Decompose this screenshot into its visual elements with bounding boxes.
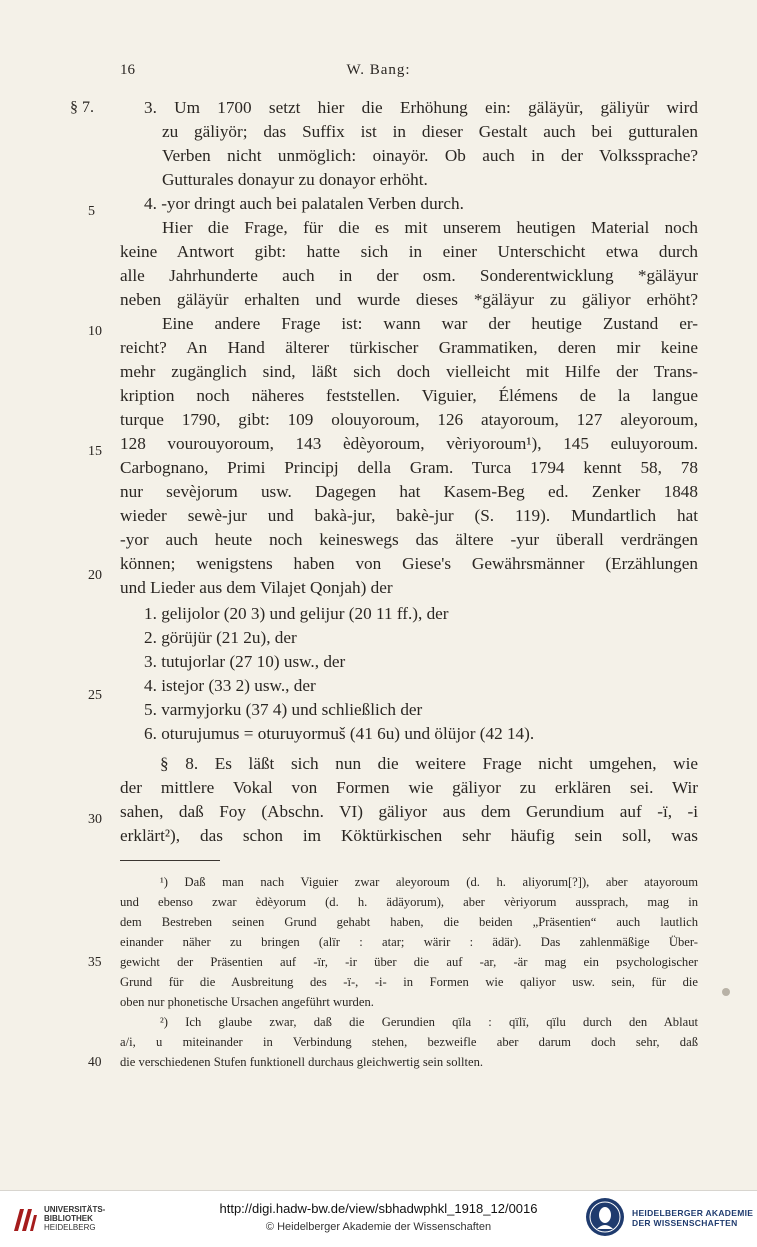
body-line: neben gäläyür erhalten und wurde dieses *gäläyur zu gäliyor erhöht?	[120, 290, 698, 309]
line-number: 10	[88, 324, 102, 339]
list-item: 4. istejor (33 2) usw., der	[144, 676, 316, 695]
body-line: § 8. Es läßt sich nun die weitere Frage nicht umgehen, wie	[160, 754, 698, 773]
footnote-line: oben nur phonetische Ursachen angeführt wurden.	[120, 995, 374, 1009]
body-line: Hier die Frage, für die es mit unserem heutigen Material noch	[162, 218, 698, 237]
running-head: W. Bang:	[346, 62, 411, 78]
footnote-line: die verschiedenen Stufen funktionell durchaus gleichwertig sein sollten.	[120, 1055, 484, 1069]
list-item: 5. varmyjorku (37 4) und schließlich der	[144, 700, 423, 719]
viewer-footer	[0, 1190, 757, 1247]
body-line: reicht? An Hand älterer türkischer Grammatiken, deren mir keine	[120, 338, 698, 357]
body-line: und Lieder aus dem Vilajet Qonjah) der	[120, 578, 393, 597]
body-line: keine Antwort gibt: hatte sich in einer Unterschicht etwa durch	[120, 242, 698, 261]
body-line: erklärt²), das schon im Köktürkischen sehr häufig sein soll, was	[120, 826, 698, 845]
list-item: 1. gelijolor (20 3) und gelijur (20 11 ff.), der	[144, 604, 449, 623]
footnote-line: ²) Ich glaube zwar, daß die Gerundien qïla : qïlï, qïlu durch den Ablaut	[160, 1015, 698, 1029]
permalink-url[interactable]: http://digi.hadw-bw.de/view/sbhadwphkl_1918_12/0016	[219, 1201, 538, 1216]
body-line: Carbognano, Primi Principj della Gram. Turca 1794 kennt 58, 78	[120, 458, 698, 477]
footnote-line: und ebenso zwar èdèyorum (d. h. ädäyorum), aber vèriyorum aussprach, mag in	[120, 895, 698, 909]
line-number: 25	[88, 688, 102, 703]
footnote-line: gewicht der Präsentien auf -ïr, -ir über die auf -ar, -är mag ein psychologischer	[120, 955, 698, 969]
body-line: Gutturales donayur zu donayor erhöht.	[162, 170, 428, 189]
body-line: 4. -yor dringt auch bei palatalen Verben durch.	[144, 194, 464, 213]
line-number: 35	[88, 954, 102, 969]
body-line: 3. Um 1700 setzt hier die Erhöhung ein: gäläyür, gäliyür wird	[144, 98, 698, 117]
copyright-notice: © Heidelberger Akademie der Wissenschaften	[265, 1221, 492, 1233]
footnote-line: Grund für die Ausbreitung des -ï-, -i- in Formen wie qaliyor usw. sein, für die	[120, 975, 698, 989]
footnote-line: dem Bestreben seinen Grund gehabt haben, die beiden „Präsentien“ auch lautlich	[120, 915, 698, 929]
list-item: 2. görüjür (21 2u), der	[144, 628, 297, 647]
footnote-rule	[120, 860, 220, 861]
footnote-line: einander näher zu bringen (alïr : atar; wärir : ädär). Das zahlenmäßige Über-	[120, 935, 698, 949]
footnote-line: ¹) Daß man nach Viguier zwar aleyoroum (d. h. aliyorum[?]), aber atayoroum	[160, 875, 698, 889]
body-line: 128 vourouyoroum, 143 èdèyoroum, vèriyoroum¹), 145 euluyoroum.	[120, 434, 698, 453]
body-line: kription noch näheres feststellen. Viguier, Élémens de la langue	[120, 386, 698, 405]
academy-name: HEIDELBERGER AKADEMIE DER WISSENSCHAFTEN	[632, 1208, 754, 1228]
body-line: -yor auch heute noch keineswegs das ältere -yur überall verdrängen	[120, 530, 698, 549]
university-library-name: UNIVERSITÄTS- BIBLIOTHEK HEIDELBERG	[44, 1205, 106, 1232]
line-number: 30	[88, 812, 102, 827]
body-line: sahen, daß Foy (Abschn. VI) gäliyor aus dem Gerundium auf -ï, -i	[120, 802, 698, 821]
footnote-line: a/i, u miteinander in Verbindung stehen, bezweifle aber darum doch sehr, daß	[120, 1035, 698, 1049]
body-line: der mittlere Vokal von Formen wie gäliyor zu erklären sei. Wir	[120, 778, 698, 797]
body-line: Eine andere Frage ist: wann war der heutige Zustand er-	[162, 314, 698, 333]
body-line: mehr zugänglich sind, läßt sich doch vielleicht mit Hilfe der Trans-	[120, 362, 698, 381]
page-blemish	[722, 988, 730, 996]
line-number: 5	[88, 204, 95, 219]
line-number: 15	[88, 444, 102, 459]
body-line: alle Jahrhunderte auch in der osm. Sonderentwicklung *gäläyur	[120, 266, 698, 285]
body-line: können; wenigstens haben von Giese's Gewährsmänner (Erzählungen	[120, 554, 698, 573]
body-line: wieder sewè-jur und bakà-jur, bakè-jur (S. 119). Mundartlich hat	[120, 506, 698, 525]
body-line: turque 1790, gibt: 109 olouyoroum, 126 atayoroum, 127 aleyoroum,	[120, 410, 698, 429]
line-number: 40	[88, 1054, 102, 1069]
list-item: 3. tutujorlar (27 10) usw., der	[144, 652, 346, 671]
body-line: Verben nicht unmöglich: oinayör. Ob auch in der Volkssprache?	[162, 146, 698, 165]
line-number: 20	[88, 568, 102, 583]
body-line: zu gäliyör; das Suffix ist in dieser Gestalt auch bei gutturalen	[162, 122, 698, 141]
list-item: 6. oturujumus = oturuyormuš (41 6u) und ölüjor (42 14).	[144, 724, 535, 743]
page-number: 16	[120, 62, 135, 78]
section-marker: § 7.	[70, 99, 94, 116]
academy-seal-icon	[585, 1197, 625, 1237]
body-line: nur sevèjorum usw. Dagegen hat Kasem-Beg ed. Zenker 1848	[120, 482, 698, 501]
